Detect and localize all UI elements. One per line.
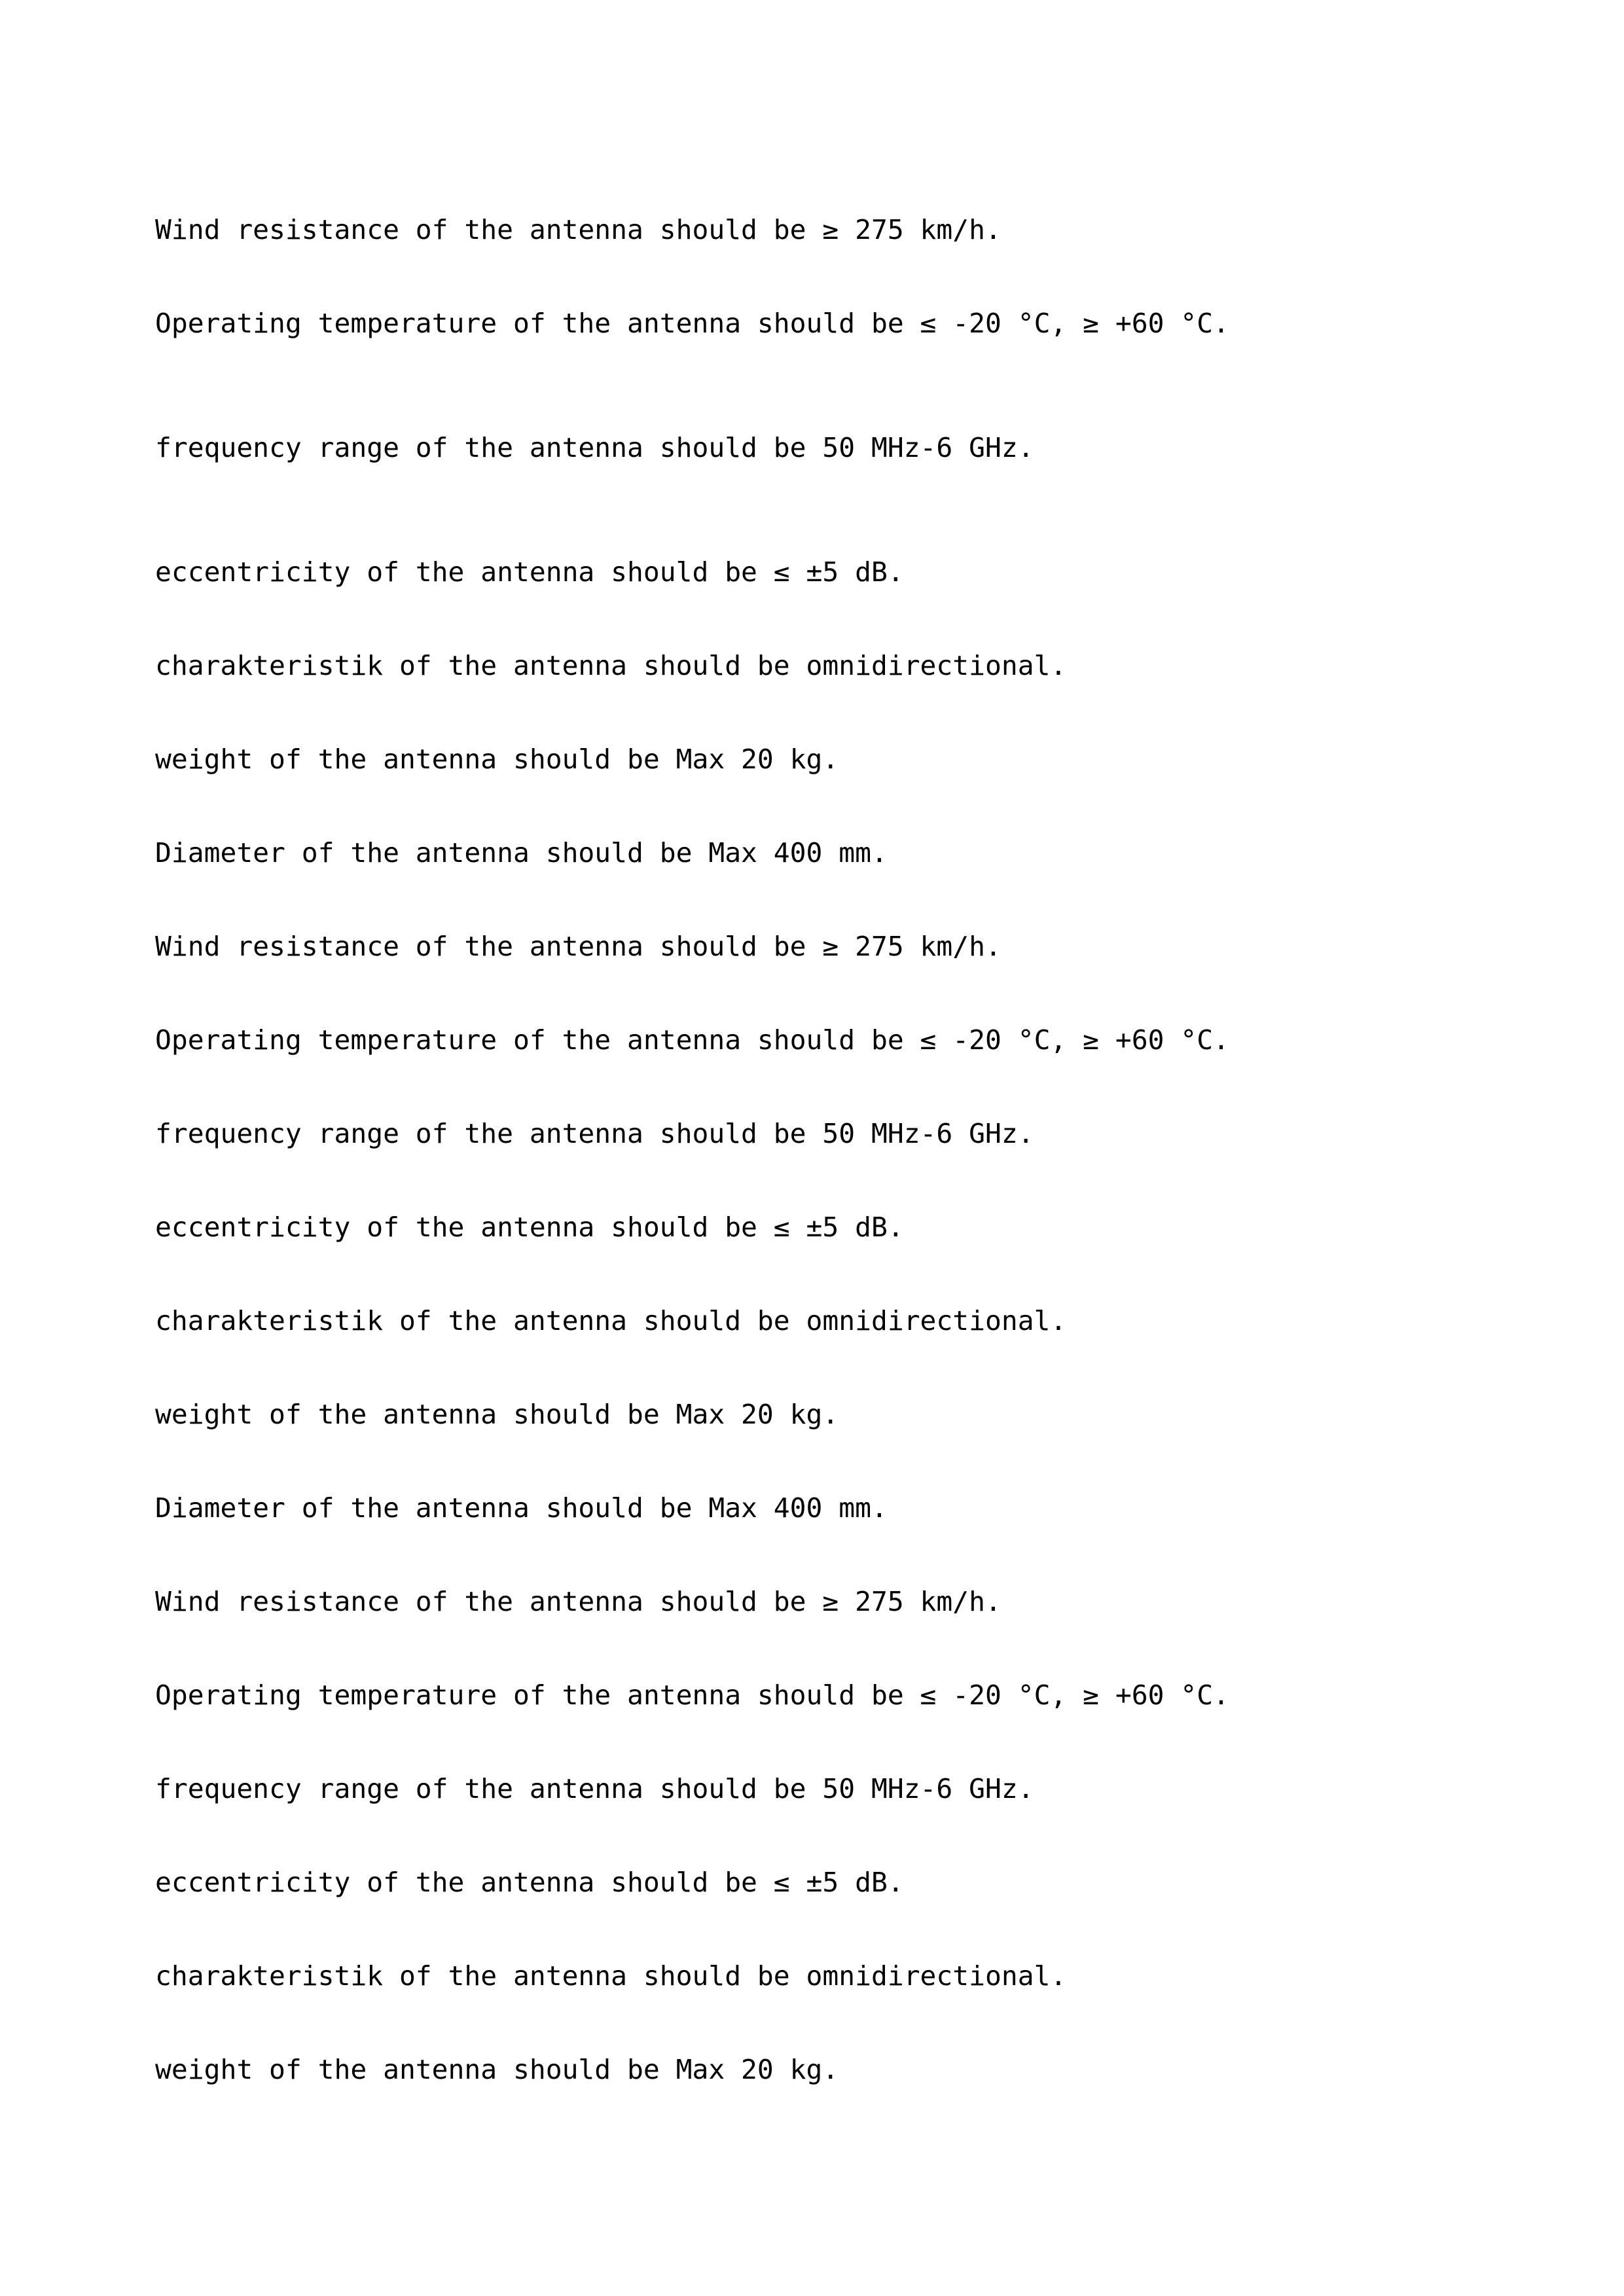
paragraph-wind-resistance: Wind resistance of the antenna should be ≥ 275 km/h. [155, 214, 1001, 245]
paragraph-weight: weight of the antenna should be Max 20 kg. [155, 2054, 839, 2085]
paragraph-eccentricity: eccentricity of the antenna should be ≤ ±5 dB. [155, 1211, 904, 1243]
paragraph-frequency-range: frequency range of the antenna should be 50 MHz-6 GHz. [155, 432, 1034, 463]
paragraph-diameter: Diameter of the antenna should be Max 400 mm. [155, 837, 888, 869]
paragraph-weight: weight of the antenna should be Max 20 kg. [155, 1399, 839, 1430]
paragraph-frequency-range: frequency range of the antenna should be 50 MHz-6 GHz. [155, 1118, 1034, 1149]
paragraph-charakteristik: charakteristik of the antenna should be omnidirectional. [155, 1960, 1067, 1992]
paragraph-operating-temperature: Operating temperature of the antenna should be ≤ -20 °C, ≥ +60 °C. [155, 308, 1229, 339]
paragraph-wind-resistance: Wind resistance of the antenna should be ≥ 275 km/h. [155, 931, 1001, 962]
paragraph-wind-resistance: Wind resistance of the antenna should be ≥ 275 km/h. [155, 1586, 1001, 1617]
paragraph-weight: weight of the antenna should be Max 20 kg. [155, 744, 839, 775]
paragraph-operating-temperature: Operating temperature of the antenna should be ≤ -20 °C, ≥ +60 °C. [155, 1679, 1229, 1711]
paragraph-frequency-range: frequency range of the antenna should be 50 MHz-6 GHz. [155, 1773, 1034, 1804]
paragraph-operating-temperature: Operating temperature of the antenna should be ≤ -20 °C, ≥ +60 °C. [155, 1024, 1229, 1056]
paragraph-diameter: Diameter of the antenna should be Max 400 mm. [155, 1492, 888, 1524]
paragraph-charakteristik: charakteristik of the antenna should be omnidirectional. [155, 650, 1067, 681]
paragraph-charakteristik: charakteristik of the antenna should be omnidirectional. [155, 1305, 1067, 1336]
paragraph-eccentricity: eccentricity of the antenna should be ≤ ±5 dB. [155, 556, 904, 588]
paragraph-eccentricity: eccentricity of the antenna should be ≤ ±5 dB. [155, 1867, 904, 1898]
